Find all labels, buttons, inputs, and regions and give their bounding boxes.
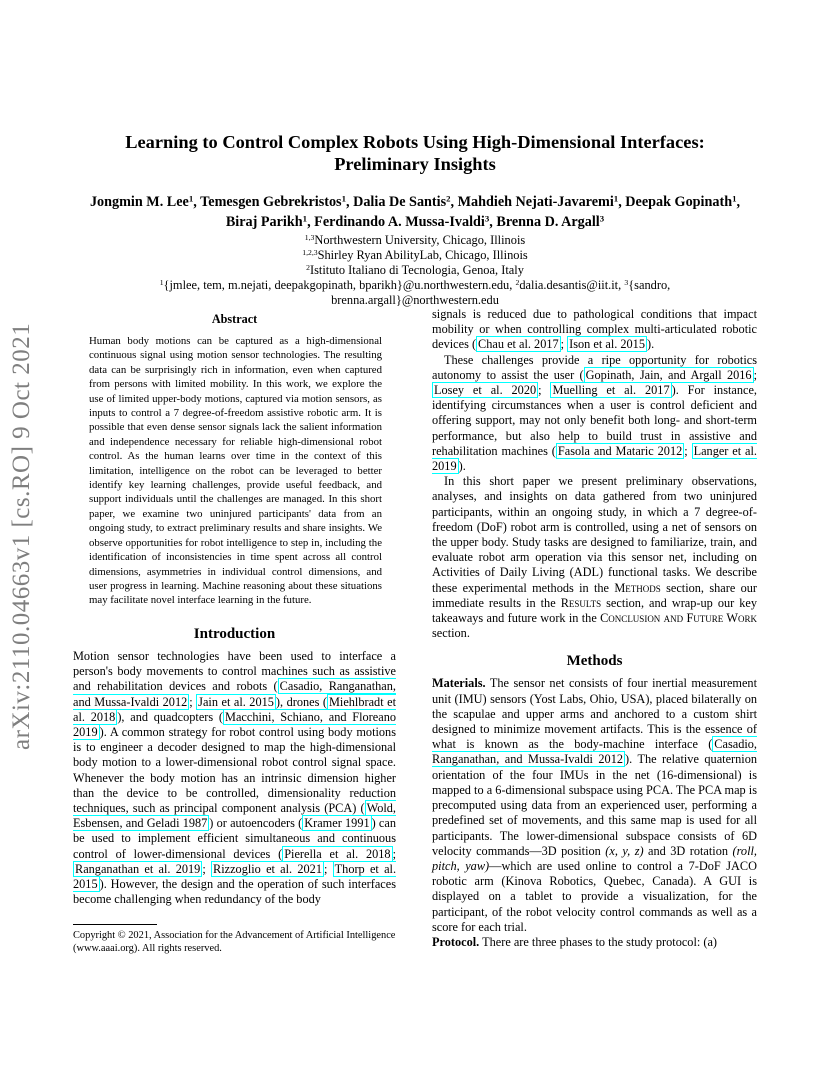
footnote-rule (73, 924, 157, 925)
email-line: $^1${jmlee, tem, m.nejati, deepakgopinath, bparikh}@u.northwestern.edu, $^2$dalia.desantis@iit.it, $^3${sandro, (159, 278, 671, 292)
abstract-heading: Abstract (211, 312, 258, 326)
author: Biraj Parikh (225, 214, 303, 230)
citation-link[interactable]: Chau et al. 2017 (478, 337, 559, 352)
citation-link[interactable]: Fasola and Mataric 2012 (557, 443, 683, 458)
abstract-text: Human body motions can be captured as a high-dimensional continuous signal using motion sensor technologies. The resulting data can be surprisingly rich in information, even when captured from persons with limited mobility. In this work, we explore the use of limited upper-body motions, captured via motion sensors, as inputs to control a 7 degree-of-freedom assistive robotic arm. It is possible that even dense sensor signals lack the salient information and independence necessary for reliable high-dimensional robot control. As the human learns over time in the context of this limitation, intelligence on the robot can be leveraged to better identify key learning challenges, provide useful feedback, and support individuals until the challenges are managed. In this short paper, we examine two uninjured participants' data from an ongoing study, to extract preliminary results and share insights. We observe opportunities for robot intelligence to step in, including the identification of inconsistencies in time spent across all control dimensions, asymmetries in individual control dimensions, and user progress in learning. Machine reasoning about these situations may facilitate novel interface learning in the future. (89, 335, 382, 607)
citation-link[interactable]: Casadio, Ranganathan, and Mussa-Ivaldi 2012 (432, 737, 757, 767)
arxiv-stamp: arXiv:2110.04663v1 [cs.RO] 9 Oct 2021 (8, 322, 35, 750)
citation-link[interactable]: Thorp et al. 2015 (73, 861, 397, 892)
affiliation: $^{1,2,3}$Shirley Ryan AbilityLab, Chicago, Illinois (302, 248, 528, 262)
citation-link[interactable]: Langer et al. 2019 (432, 443, 758, 474)
citation-link[interactable]: Casadio, Ranganathan, and Mussa-Ivaldi 2012 (73, 679, 396, 709)
author: Brenna D. Argall (496, 214, 600, 230)
citation-link[interactable]: Ranganathan et al. 2019 (75, 861, 201, 876)
citation-link[interactable]: Ison et al. 2015 (569, 337, 645, 352)
citation-link[interactable]: Pierella et al. 2018 (284, 846, 391, 861)
section-heading: Methods (566, 653, 623, 670)
citation-link[interactable]: Gopinath, Jain, and Argall 2016 (585, 367, 752, 382)
affiliation: $^{1,3}$Northwestern University, Chicago, Illinois (304, 233, 526, 247)
author: Ferdinando A. Mussa-Ivaldi (314, 214, 485, 230)
citation-link[interactable]: Wold, Esbensen, and Geladi 1987 (73, 801, 396, 831)
intro-continuation: signals is reduced due to pathological conditions that impact mobility or when controlling complex multi-articulated robotic devices ( Chau et al. 2017 ; Ison et al. 2015 ). These challenges provide a ripe opportunity for robotics autonomy to assist the user ( Gopinath, Jain, and Argall 2016 ; Losey et al. 2020 ; Muelling et al. 2017 ). For instance, identifying circumstances when a user is control deficient and offering support, may not only benefit both long- and short-term performance, but also help to build trust in assistive and rehabilitation machines ( Fasola and Mataric 2012 ; Langer et al. 2019 ). In this short paper we present preliminary observations, analyses, and insights on data gathered from two uninjured participants, within an ongoing study, in which a 7 degree-of-freedom (DoF) robot arm is controlled, using a net of sensors on the upper body. Study tasks are designed to familiarize, train, and evaluate robot arm operation via this sensor net, including on Activities of Daily Living (ADL) functional tasks. We describe these experimental methods in the Methods section, share our immediate results in the Results section, and wrap-up our key takeaways and future work in the Conclusion and Future Work section. (432, 307, 758, 641)
affiliations (110, 233, 720, 308)
right-column (432, 307, 757, 950)
affiliation: $^2$Istituto Italiano di Tecnologia, Genoa, Italy (306, 263, 524, 277)
citation-link[interactable]: Macchini, Schiano, and Floreano 2019 (73, 709, 396, 740)
paper-title: Learning to Control Complex Robots Using High-Dimensional Interfaces: Preliminary Insights (125, 132, 705, 174)
author-list: Jongmin M. Lee$^1$, Temesgen Gebrekristos$^1$, Dalia De Santis$^2$, Mahdieh Nejati-Javaremi$^1$, Deepak Gopinath$^1$, Biraj Parikh$^1$, Ferdinando A. Mussa-Ivaldi$^3$, Brenna D. Argall$^3$ (89, 193, 741, 230)
citation-link[interactable]: Kramer 1991 (304, 816, 370, 831)
email-line: brenna.argall}@northwestern.edu (331, 293, 499, 307)
introduction-section (73, 626, 396, 907)
methods-text: Materials. The sensor net consists of four inertial measurement unit (IMU) sensors (Yost Labs, Ohio, USA), placed bilaterally on the scapulae and upper arms and anchored to a custom shirt designed to minimize movement artifacts. This is the essence of what is known as the body-machine interface ( Casadio, Ranganathan, and Mussa-Ivaldi 2012 ). The relative quaternion orientation of the four IMUs in the net (16-dimensional) is mapped to a 6-dimensional subspace using PCA. The PCA map is precomputed using data from an experienced user, performing a predefined set of movements, and this same map is used for all participants. The lower-dimensional subspace consists of 6D velocity commands—3D position (x, y, z) and 3D rotation (roll, pitch, yaw)—which are used online to control a 7-DoF JACO robotic arm (Kinova Robotics, Quebec, Canada). A GUI is displayed on a tablet to provide a visualization, for the participant, of the robot velocity control commands as well as a score for each trial. Protocol. There are three phases to the study protocol: (a) (432, 676, 758, 949)
author: Jongmin M. Lee (89, 194, 189, 210)
section-heading: Introduction (193, 626, 276, 642)
author: Mahdieh Nejati-Javaremi (457, 194, 614, 210)
citation-link[interactable]: Muelling et al. 2017 (552, 383, 670, 398)
intro-paragraph: Motion sensor technologies have been used to interface a person's body movements to control machines such as assistive and rehabilitation devices and robots ( Casadio, Ranganathan, and Mussa-Ivaldi 2012 ; Jain et al. 2015 ), drones ( Miehlbradt et al. 2018 ), and quadcopters ( Macchini, Schiano, and Floreano 2019 ). A common strategy for robot control using body motions is to engineer a decoder designed to map the high-dimensional body motion to a lower-dimensional robot control signal space. Whenever the body motion has an intrinsic dimension higher than the device to be controlled, dimensionality reduction techniques, such as principal component analysis (PCA) ( Wold, Esbensen, and Geladi 1987 ) or autoencoders ( Kramer 1991 ) can be used to implement efficient simultaneous and continuous control of lower-dimensional devices ( Pierella et al. 2018 ; Ranganathan et al. 2019 ; Rizzoglio et al. 2021 ; Thorp et al. 2015 ). However, the design and the operation of such interfaces become challenging when redundancy of the body (73, 649, 397, 907)
author: Dalia De Santis (353, 194, 447, 210)
copyright-footnote: Copyright © 2021, Association for the Advancement of Artificial Intelligence (www.aaai.org). All rights reserved. (73, 930, 396, 954)
citation-link[interactable]: Jain et al. 2015 (198, 694, 274, 709)
citation-link[interactable]: Rizzoglio et al. 2021 (213, 861, 322, 876)
citation-link[interactable]: Miehlbradt et al. 2018 (73, 694, 396, 724)
author: Deepak Gopinath (625, 194, 733, 210)
author: Temesgen Gebrekristos (200, 194, 342, 210)
citation-link[interactable]: Losey et al. 2020 (434, 383, 537, 398)
